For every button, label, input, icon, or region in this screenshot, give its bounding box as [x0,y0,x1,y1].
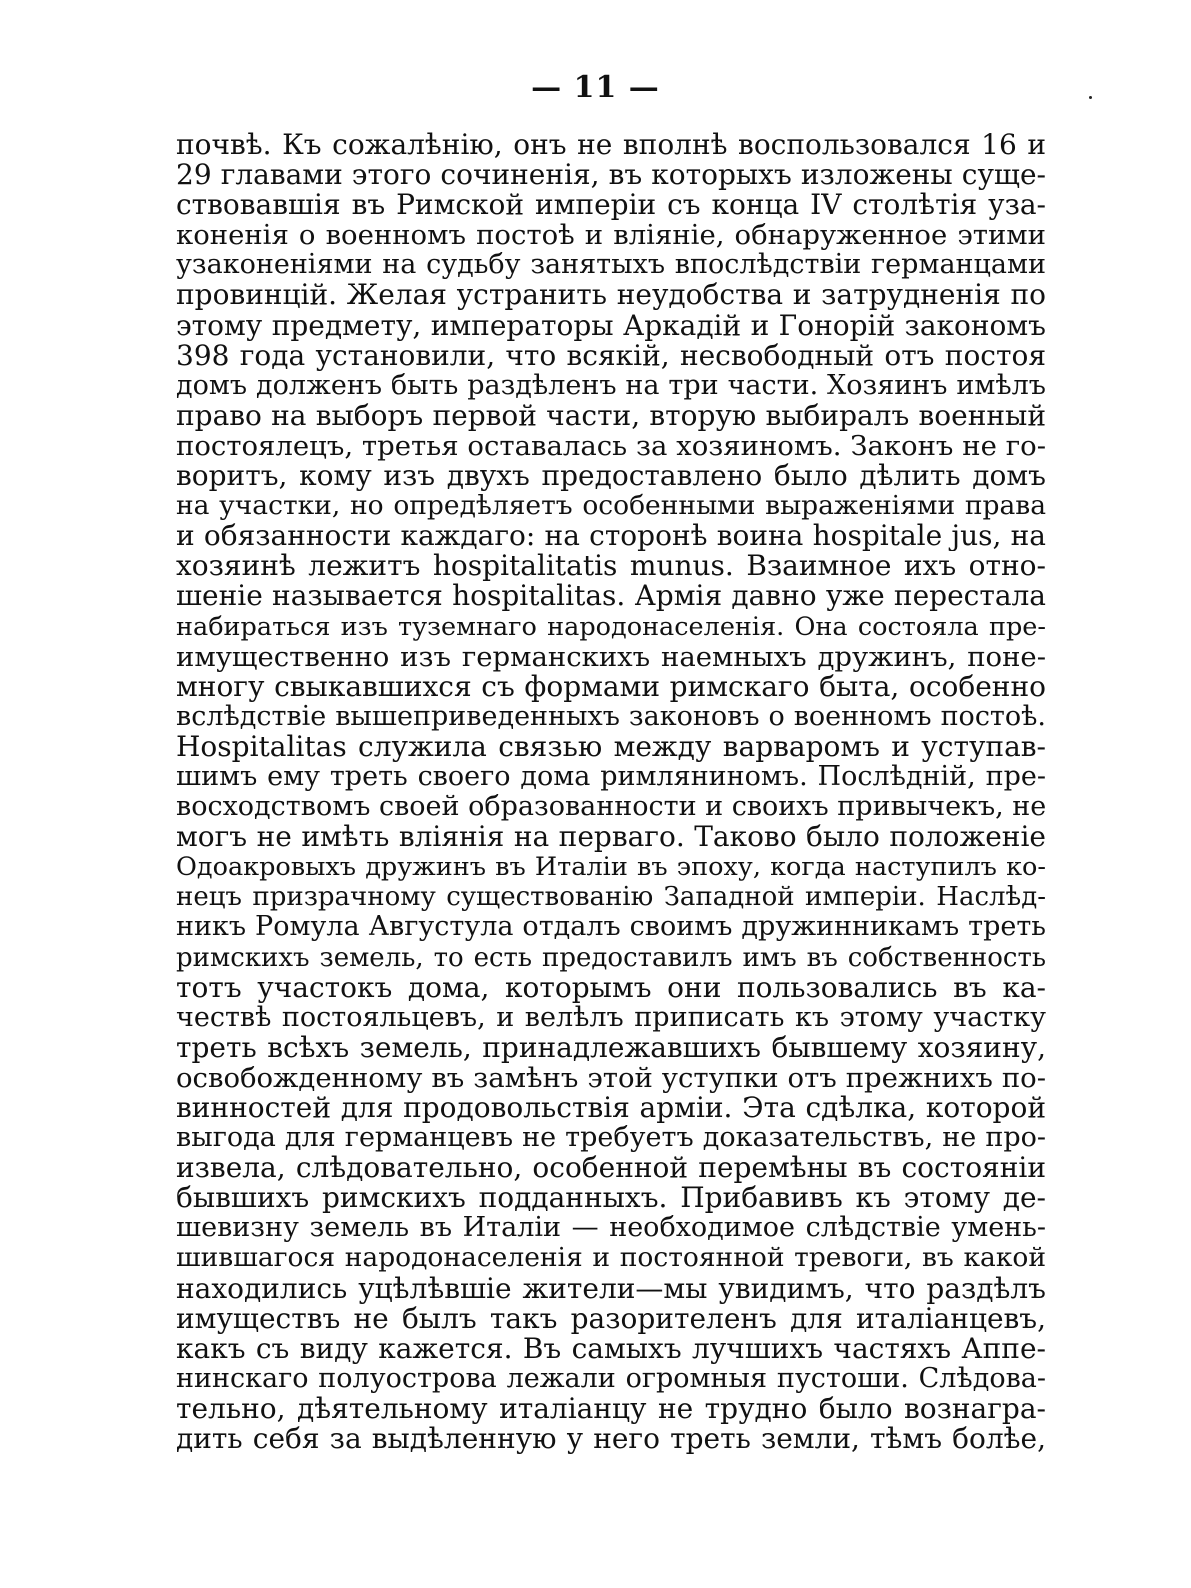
text-line: почвѣ. Къ сожалѣнію, онъ не вполнѣ воспользовался 16 и [176,130,1046,161]
text-line: 398 года установили, что всякій, несвободный отъ постоя [176,340,1046,371]
text-line: Одоакровыхъ дружинъ въ Италіи въ эпоху, когда наступилъ ко- [176,852,1046,883]
text-line: дить себя за выдѣленную у него треть земли, тѣмъ болѣе, [176,1424,1046,1455]
text-line: извела, слѣдовательно, особенной перемѣны въ состояніи [176,1153,1046,1184]
text-line: нецъ призрачному существованію Западной имперіи. Наслѣд- [176,882,1046,913]
text-line: тельно, дѣятельному италіанцу не трудно было вознагра- [176,1393,1046,1425]
text-line: 29 главами этого сочиненія, въ которыхъ изложены суще- [176,160,1046,191]
text-line: провинцій. Желая устранить неудобства и затрудненія по [176,280,1046,311]
text-line: шившагося народонаселенія и постоянной тревоги, въ какой [176,1243,1046,1274]
text-body [176,130,1046,1454]
text-line: треть всѣхъ земель, принадлежавшихъ бывшему хозяину, [176,1032,1046,1063]
text-line: шеніе называется hospitalitas. Армія давно уже перестала [176,581,1046,612]
text-line: набираться изъ туземнаго народонаселенія. Она состояла пре- [176,611,1046,642]
text-line: вслѣдствіе вышеприведенныхъ законовъ о военномъ постоѣ. [176,701,1046,732]
text-line: воритъ, кому изъ двухъ предоставлено было дѣлить домъ [176,461,1046,492]
text-line: бывшихъ римскихъ подданныхъ. Прибавивъ къ этому де- [176,1183,1046,1214]
text-line: тотъ участокъ дома, которымъ они пользовались въ ка- [176,972,1046,1003]
text-line: освобожденному въ замѣнъ этой уступки отъ прежнихъ по- [176,1062,1046,1093]
text-line: право на выборъ первой части, вторую выбиралъ военный [176,400,1046,431]
text-line: римскихъ земель, то есть предоставилъ имъ въ собственность [176,942,1046,973]
page-number: — 11 — [531,70,660,105]
text-line: постоялецъ, третья оставалась за хозяиномъ. Законъ не го- [176,430,1046,462]
text-line: имущественно изъ германскихъ наемныхъ дружинъ, поне- [176,641,1046,672]
text-line: этому предмету, императоры Аркадій и Гонорій закономъ [176,310,1046,341]
text-line: никъ Ромула Августула отдалъ своимъ дружинникамъ треть [176,912,1046,943]
text-line: на участки, но опредѣляетъ особенными выраженіями права [176,491,1046,522]
text-line: имуществъ не былъ такъ разорителенъ для италіанцевъ, [176,1303,1046,1334]
text-line: винностей для продовольствія арміи. Эта сдѣлка, которой [176,1093,1046,1124]
text-line: многу свыкавшихся съ формами римскаго быта, особенно [176,671,1046,702]
text-line: Hospitalitas служила связью между варваромъ и уступав- [176,731,1046,762]
text-line: могъ не имѣть вліянія на перваго. Таково было положеніе [176,822,1046,853]
text-line: ствовавшія въ Римской имперіи съ конца IV столѣтія уза- [176,190,1046,221]
text-line: восходствомъ своей образованности и своихъ привычекъ, не [176,792,1046,823]
text-line: хозяинѣ лежитъ hospitalitatis munus. Взаимное ихъ отно- [176,551,1046,582]
text-line: узаконеніями на судьбу занятыхъ впослѣдствіи германцами [176,250,1046,281]
text-line: чествѣ постояльцевъ, и велѣлъ приписать къ этому участку [176,1002,1046,1033]
text-line: выгода для германцевъ не требуетъ доказательствъ, не про- [176,1123,1046,1154]
text-line: шевизну земель въ Италіи — необходимое слѣдствіе умень- [176,1213,1046,1244]
text-line: домъ долженъ быть раздѣленъ на три части. Хозяинъ имѣлъ [176,370,1046,401]
text-line: коненія о военномъ постоѣ и вліяніе, обнаруженное этими [176,220,1046,251]
text-line: нинскаго полуострова лежали огромныя пустоши. Слѣдова- [176,1363,1046,1394]
text-line: какъ съ виду кажется. Въ самыхъ лучшихъ частяхъ Аппе- [176,1333,1046,1364]
text-line: шимъ ему треть своего дома римляниномъ. Послѣдній, пре- [176,761,1046,792]
text-line: и обязанности каждаго: на сторонѣ воина hospitale jus, на [176,521,1046,552]
text-line: находились уцѣлѣвшіе жители—мы увидимъ, что раздѣлъ [176,1273,1046,1304]
